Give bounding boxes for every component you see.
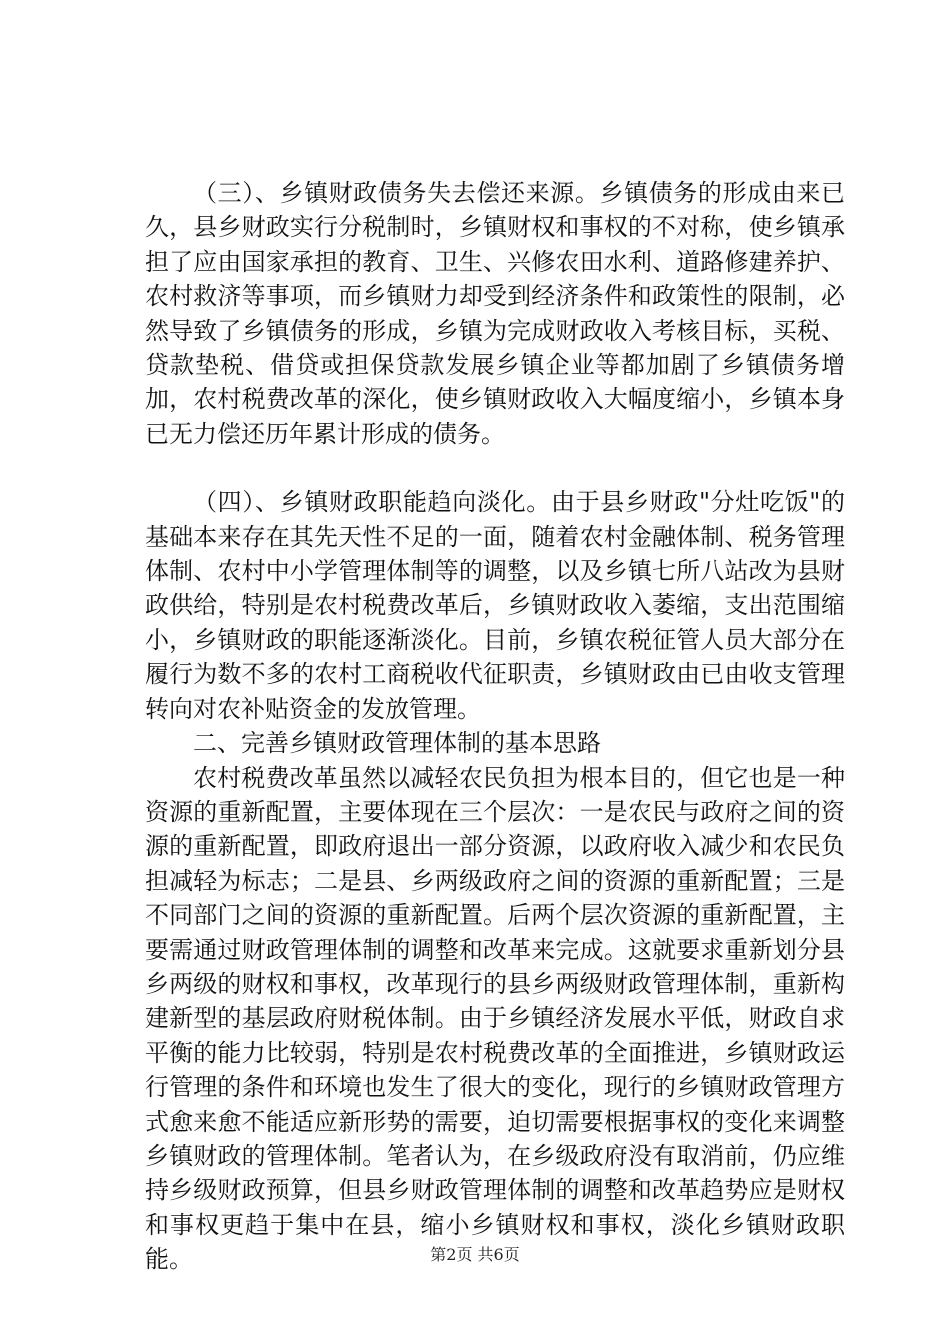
document-body (145, 176, 845, 1277)
paragraph-debt: （三）、乡镇财政债务失去偿还来源。乡镇债务的形成由来已久，县乡财政实行分税制时，乡镇财权和事权的不对称，使乡镇承担了应由国家承担的教育、卫生、兴修农田水利、道路修建养护、农村救济等事项，而乡镇财力却受到经济条件和政策性的限制，必然导致了乡镇债务的形成，乡镇为完成财政收入考核目标，买税、贷款垫税、借贷或担保贷款发展乡镇企业等都加剧了乡镇债务增加，农村税费改革的深化，使乡镇财政收入大幅度缩小，乡镇本身已无力偿还历年累计形成的债务。 (145, 179, 845, 448)
paragraph-function: （四）、乡镇财政职能趋向淡化。由于县乡财政"分灶吃饭"的基础本来存在其先天性不足的一面，随着农村金融体制、税务管理体制、农村中小学管理体制等的调整，以及乡镇七所八站改为县财政供给，特别是农村税费改革后，乡镇财政收入萎缩，支出范围缩小，乡镇财政的职能逐渐淡化。目前，乡镇农税征管人员大部分在履行为数不多的农村工商税收代征职责，乡镇财政由已由收支管理转向对农补贴资金的发放管理。 (145, 488, 845, 723)
paragraph-reform: 农村税费改革虽然以减轻农民负担为根本目的，但它也是一种资源的重新配置，主要体现在三个层次：一是农民与政府之间的资源的重新配置，即政府退出一部分资源，以政府收入减少和农民负担减轻为标志；二是县、乡两级政府之间的资源的重新配置；三是不同部门之间的资源的重新配置。后两个层次资源的重新配置，主要需通过财政管理体制的调整和改革来完成。这就要求重新划分县乡两级的财权和事权，改革现行的县乡两级财政管理体制，重新构建新型的基层政府财税体制。由于乡镇经济发展水平低，财政自求平衡的能力比较弱，特别是农村税费改革的全面推进，乡镇财政运行管理的条件和环境也发生了很大的变化，现行的乡镇财政管理方式愈来愈不能适应新形势的需要，迫切需要根据事权的变化来调整乡镇财政的管理体制。笔者认为，在乡级政府没有取消前，仍应维持乡级财政预算，但县乡财政管理体制的调整和改革趋势应是财权和事权更趋于集中在县，缩小乡镇财权和事权，淡化乡镇财政职能。 (145, 763, 845, 1274)
section-heading: 二、完善乡镇财政管理体制的基本思路 (193, 729, 601, 758)
paragraph-spacer (145, 451, 845, 485)
page-number: 第2页 共6页 (430, 1245, 520, 1264)
